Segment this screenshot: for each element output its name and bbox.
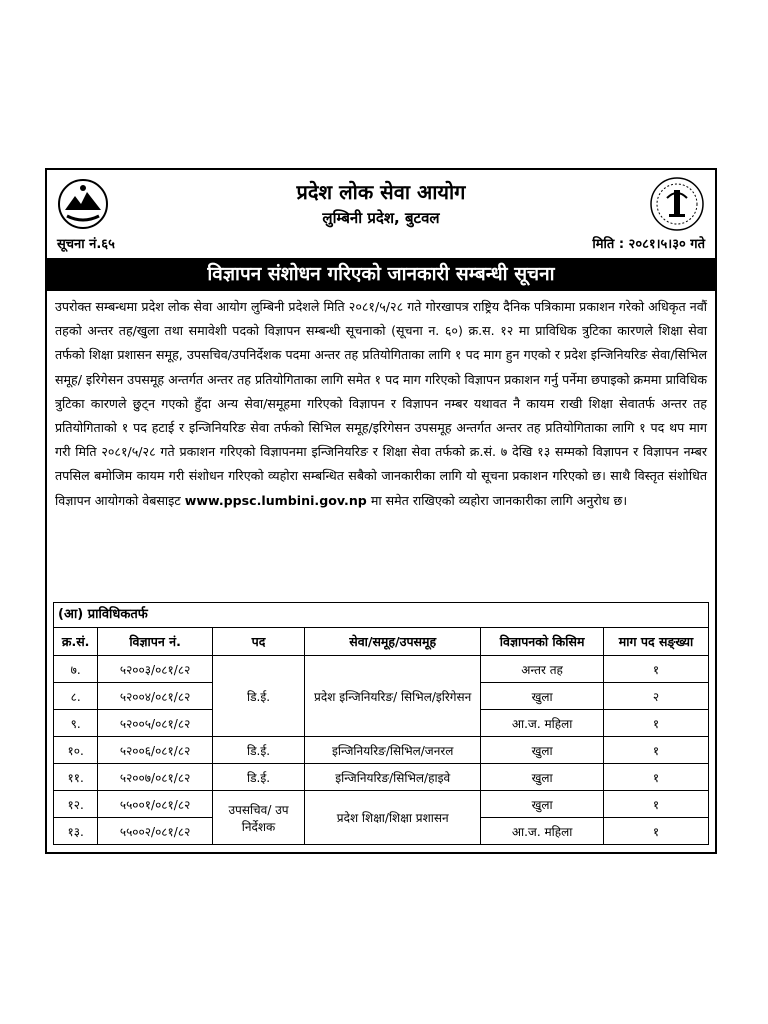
cell-sn: ८. (54, 683, 98, 710)
cell-sn: ७. (54, 656, 98, 683)
table-row (54, 791, 709, 818)
col-type: विज्ञापनको किसिम (481, 628, 604, 656)
cell-count: १ (603, 791, 708, 818)
col-service: सेवा/समूह/उपसमूह (305, 628, 481, 656)
cell-sn: ११. (54, 764, 98, 791)
cell-post: उपसचिव/ उप निर्देशक (212, 791, 304, 845)
cell-service: इन्जिनियरिङ/सिभिल/हाइवे (305, 764, 481, 791)
website-link[interactable]: www.ppsc.lumbini.gov.np (184, 492, 367, 508)
org-subtitle: लुम्बिनी प्रदेश, बुटवल (322, 209, 440, 227)
vacancy-table-section (53, 602, 709, 845)
cell-adv: ५२००६/०८१/८२ (98, 737, 213, 764)
cell-count: १ (603, 764, 708, 791)
cell-type: आ.ज. महिला (481, 818, 604, 845)
cell-sn: १३. (54, 818, 98, 845)
cell-type: अन्तर तह (481, 656, 604, 683)
cell-post: डि.ई. (212, 737, 304, 764)
cell-post: डि.ई. (212, 764, 304, 791)
col-sn: क्र.सं. (54, 628, 98, 656)
cell-adv: ५५००२/०८१/८२ (98, 818, 213, 845)
cell-type: आ.ज. महिला (481, 710, 604, 737)
cell-count: १ (603, 710, 708, 737)
table-row (54, 764, 709, 791)
cell-adv: ५२००५/०८१/८२ (98, 710, 213, 737)
cell-count: २ (603, 683, 708, 710)
cell-sn: ९. (54, 710, 98, 737)
cell-type: खुला (481, 737, 604, 764)
commission-seal-icon (649, 176, 705, 232)
notice-document (45, 168, 717, 854)
cell-adv: ५२००४/०८१/८२ (98, 683, 213, 710)
notice-header (47, 170, 715, 258)
table-header-row (54, 628, 709, 656)
cell-type: खुला (481, 764, 604, 791)
table-section-label: (आ) प्राविधिकतर्फ (53, 602, 709, 627)
cell-adv: ५२००३/०८१/८२ (98, 656, 213, 683)
cell-sn: १२. (54, 791, 98, 818)
notice-banner: विज्ञापन संशोधन गरिएको जानकारी सम्बन्धी सूचना (46, 258, 716, 291)
cell-service: प्रदेश शिक्षा/शिक्षा प्रशासन (305, 791, 481, 845)
cell-type: खुला (481, 683, 604, 710)
cell-adv: ५५००१/०८१/८२ (98, 791, 213, 818)
cell-sn: १०. (54, 737, 98, 764)
table-row (54, 737, 709, 764)
cell-count: १ (603, 818, 708, 845)
cell-service: प्रदेश इन्जिनियरिङ/ सिभिल/इरिगेसन (305, 656, 481, 737)
cell-adv: ५२००७/०८१/८२ (98, 764, 213, 791)
cell-service: इन्जिनियरिङ/सिभिल/जनरल (305, 737, 481, 764)
notice-date: मिति : २०८१।५।३० गते (592, 237, 705, 252)
table-row (54, 656, 709, 683)
body-closing: मा समेत राखिएको व्यहोरा जानकारीका लागि अनुरोध छ। (370, 492, 628, 508)
vacancy-table (53, 627, 709, 845)
col-post: पद (212, 628, 304, 656)
org-title: प्रदेश लोक सेवा आयोग (296, 180, 466, 204)
body-paragraph: उपरोक्त सम्बन्धमा प्रदेश लोक सेवा आयोग लुम्बिनी प्रदेशले मिति २०८१/५/२८ गते गोरखापत्र राष्ट्रिय दैनिक पत्रिकामा प्रकाशन गरेको अधिकृत नवौं तहको अन्तर तह/खुला तथा समावेशी पदको विज्ञापन सम्बन्धी सूचनाको (सूचना न. ६०) क्र.स. १२ मा प्राविधिक त्रुटिका कारणले शिक्षा सेवा तर्फको शिक्षा प्रशासन समूह, उपसचिव/उपनिर्देशक पदमा अन्तर तह प्रतियोगिताका लागि १ पद माग हुन गएको र प्रदेश इन्जिनियरिङ सेवा/सिभिल समूह/ इरिगेसन उपसमूह अन्तर्गत अन्तर तह प्रतियोगिताका लागि समेत १ पद माग गरिएको विज्ञापन प्रकाशन गर्नु पर्नेमा छपाइको क्रममा प्राविधिक त्रुटिका कारणले छुट्न गएको हुँदा अन्य सेवा/समूहमा गरिएको विज्ञापन र विज्ञापन नम्बर यथावत नै कायम राखी शिक्षा सेवातर्फ अन्तर तह प्रतियोगिताको १ पद हटाई र इन्जिनियरिङ सेवा तर्फको सिभिल समूह/इरिगेसन उपसमूह अन्तर्गत अन्तर तह प्रतियोगिताका लागि १ पद थप माग गरी मिति २०८१/५/२८ गते प्रकाशन गरिएको विज्ञापनमा इन्जिनियरिङ र शिक्षा सेवा तर्फको क्र.सं. ७ देखि १३ सम्मको विज्ञापन र विज्ञापन नम्बर तपसिल बमोजिम कायम गरी संशोधन गरिएको व्यहोरा सम्बन्धित सबैको जानकारीका लागि यो सूचना प्रकाशन गरिएको छ। साथै विस्तृत संशोधित विज्ञापन आयोगको वेबसाइट (55, 299, 708, 508)
notice-number: सूचना नं.६५ (57, 237, 115, 252)
cell-type: खुला (481, 791, 604, 818)
cell-count: १ (603, 737, 708, 764)
col-count: माग पद सङ्ख्या (603, 628, 708, 656)
notice-body (47, 291, 715, 601)
col-adv-no: विज्ञापन नं. (98, 628, 213, 656)
cell-post: डि.ई. (212, 656, 304, 737)
cell-count: १ (603, 656, 708, 683)
